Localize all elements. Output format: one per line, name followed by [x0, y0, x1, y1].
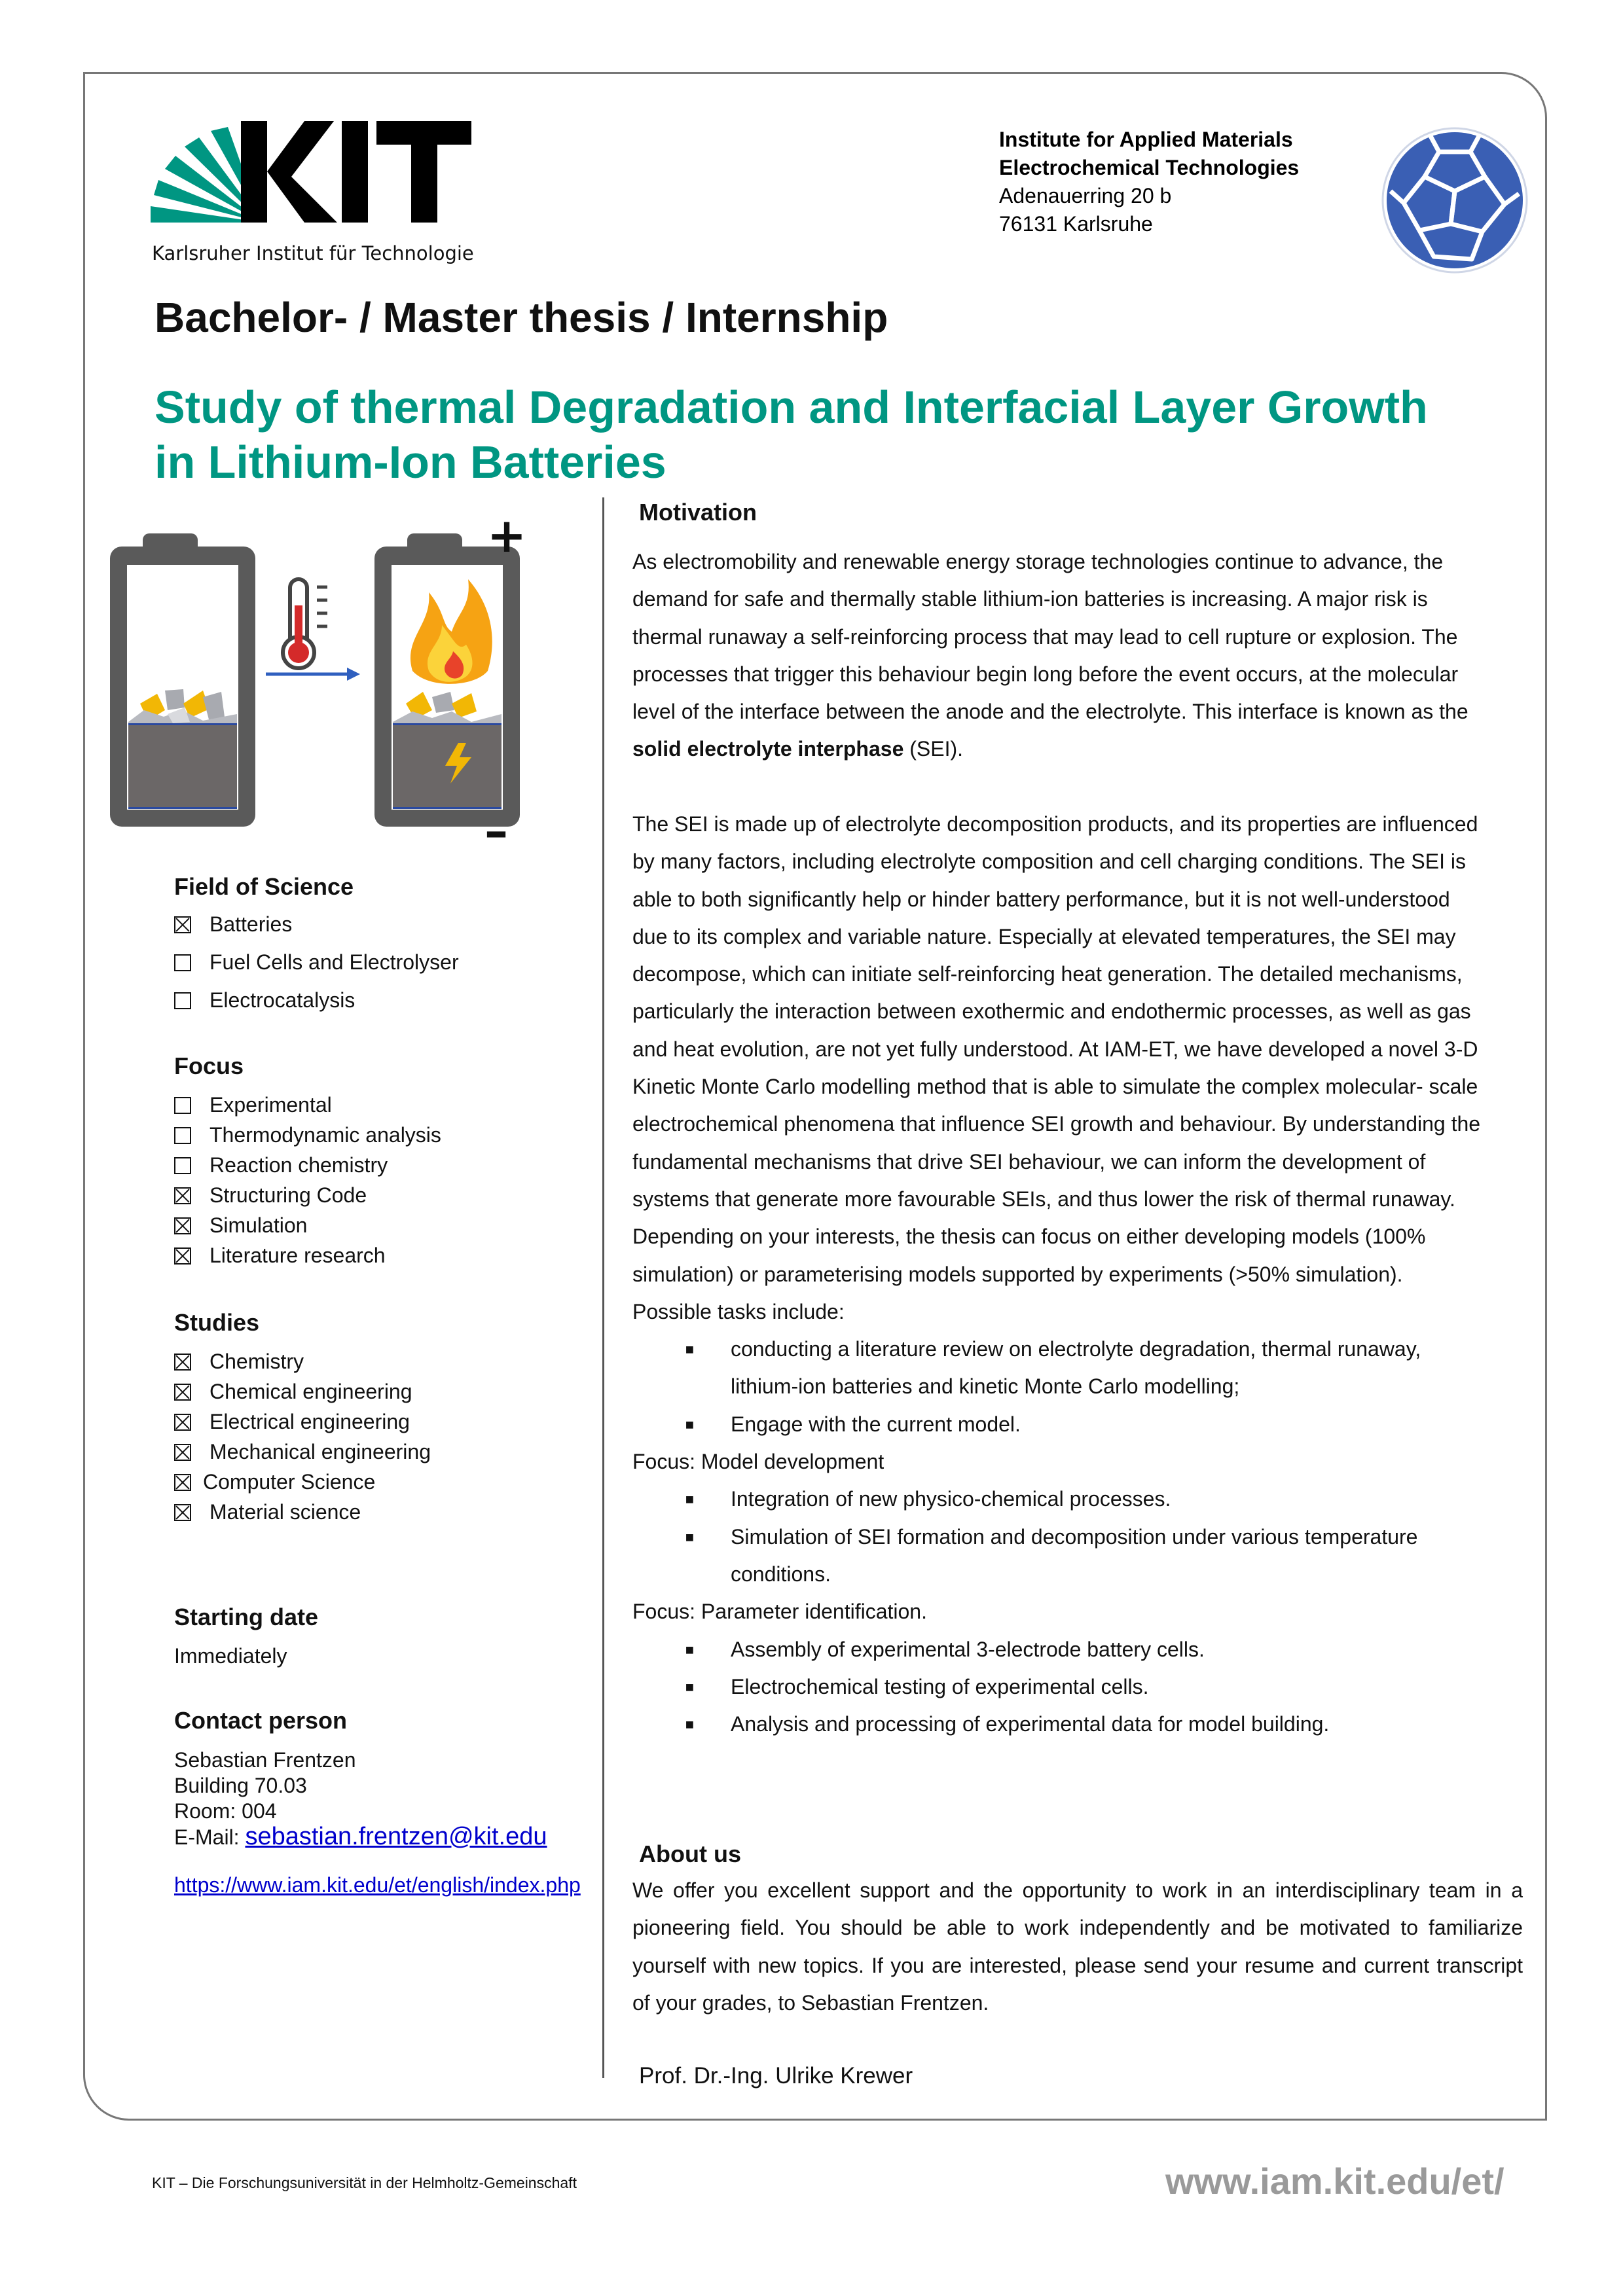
institute-address — [999, 126, 1299, 238]
checkbox-electrocatalysis[interactable]: Electrocatalysis — [174, 988, 355, 1013]
checkbox-electrical-engineering[interactable]: Electrical engineering — [174, 1410, 410, 1434]
contact-name: Sebastian Frentzen — [174, 1748, 356, 1772]
checkbox-structuring-code[interactable]: Structuring Code — [174, 1183, 367, 1208]
list-item: ■ Simulation of SEI formation and decomposition under various temperature — [632, 1518, 1523, 1556]
footer-url: www.iam.kit.edu/et/ — [1165, 2161, 1504, 2202]
list-item-continued: lithium-ion batteries and kinetic Monte Carlo modelling; — [731, 1374, 1240, 1399]
list-item-continued: conditions. — [731, 1562, 831, 1586]
motivation-heading: Motivation — [639, 499, 757, 526]
checkbox-checked-icon — [174, 1217, 191, 1234]
signature: Prof. Dr.-Ing. Ulrike Krewer — [639, 2063, 913, 2089]
about-text: We offer you excellent support and the opportunity to work in an interdisciplinary team in a pioneering field. You should be able to work independently and be motivated to familiarize yourself with new topics. If you are interested, please send your resume and current transcript of your grades, to Sebastian Frentzen. — [632, 1878, 1523, 2015]
contact-details — [174, 1748, 547, 1850]
institute-department: Electrochemical Technologies — [999, 156, 1300, 179]
institute-emblem-icon — [1380, 126, 1529, 275]
motivation-paragraph-1: As electromobility and renewable energy storage technologies continue to advance, the demand for safe and thermally stable lithium-ion batteries is increasing. A major risk is thermal runaway a self-reinforcing process that may lead to cell rupture or explosion. The processes that trigger this behaviour begin long before the event occurs, at the molecular level of the interface between the anode and the electrolyte. This interface is known as the solid electrolyte interphase (SEI). — [632, 550, 1468, 761]
checkbox-checked-icon — [174, 1504, 191, 1521]
battery-hot-icon — [374, 533, 520, 827]
checkbox-chemical-engineering[interactable]: Chemical engineering — [174, 1380, 412, 1404]
sei-term: solid electrolyte interphase — [632, 737, 904, 761]
checkbox-reaction-chemistry[interactable]: Reaction chemistry — [174, 1153, 388, 1177]
bullet-icon: ■ — [685, 1716, 694, 1733]
contact-building: Building 70.03 — [174, 1774, 307, 1797]
thermometer-icon — [283, 579, 327, 668]
checkbox-unchecked-icon — [174, 1127, 191, 1144]
website-link[interactable]: https://www.iam.kit.edu/et/english/index.php — [174, 1873, 581, 1897]
thesis-title — [155, 380, 1529, 490]
bullet-icon: ■ — [685, 1641, 694, 1658]
list-item: ■ Analysis and processing of experimental data for model building. — [632, 1706, 1523, 1743]
contact-heading: Contact person — [174, 1707, 348, 1734]
starting-date-value: Immediately — [174, 1644, 287, 1668]
address-city: 76131 Karlsruhe — [999, 212, 1153, 236]
plus-sign: + — [486, 514, 527, 563]
battery-illustration — [105, 514, 543, 854]
address-street: Adenauerring 20 b — [999, 184, 1172, 207]
institute-name: Institute for Applied Materials — [999, 128, 1293, 151]
list-item: ■ Assembly of experimental 3-electrode battery cells. — [632, 1631, 1523, 1668]
footer-tagline: KIT – Die Forschungsuniversität in der Helmholtz-Gemeinschaft — [152, 2174, 577, 2191]
checkbox-checked-icon — [174, 1474, 191, 1491]
checkbox-unchecked-icon — [174, 1157, 191, 1174]
checkbox-unchecked-icon — [174, 992, 191, 1009]
arrow-right-icon — [266, 668, 360, 681]
contact-email-row: E-Mail: sebastian.frentzen@kit.edu — [174, 1823, 547, 1850]
bullet-icon: ■ — [685, 1341, 694, 1358]
contact-room: Room: 004 — [174, 1799, 277, 1823]
checkbox-mechanical-engineering[interactable]: Mechanical engineering — [174, 1440, 431, 1464]
checkbox-fuel-cells[interactable]: Fuel Cells and Electrolyser — [174, 950, 459, 975]
kit-logo-subtitle: Karlsruher Institut für Technologie — [152, 242, 474, 264]
focus-model-development: Focus: Model development — [632, 1450, 884, 1474]
thesis-type: Bachelor- / Master thesis / Internship — [155, 294, 888, 341]
checkbox-simulation[interactable]: Simulation — [174, 1213, 307, 1238]
checkbox-checked-icon — [174, 1187, 191, 1204]
studies-heading: Studies — [174, 1309, 260, 1336]
checkbox-checked-icon — [174, 1354, 191, 1371]
about-heading: About us — [639, 1840, 741, 1867]
checkbox-material-science[interactable]: Material science — [174, 1500, 361, 1524]
checkbox-thermodynamic-analysis[interactable]: Thermodynamic analysis — [174, 1123, 441, 1147]
thesis-title-line1: Study of thermal Degradation and Interfacial Layer Growth — [155, 382, 1428, 433]
bullet-icon: ■ — [685, 1416, 694, 1433]
contact-email-link[interactable]: sebastian.frentzen@kit.edu — [245, 1823, 547, 1850]
checkbox-checked-icon — [174, 916, 191, 933]
focus-parameter-identification: Focus: Parameter identification. — [632, 1600, 927, 1624]
bullet-icon: ■ — [685, 1491, 694, 1508]
bullet-icon: ■ — [685, 1678, 694, 1695]
starting-date-heading: Starting date — [174, 1604, 319, 1630]
checkbox-experimental[interactable]: Experimental — [174, 1093, 332, 1117]
checkbox-checked-icon — [174, 1384, 191, 1401]
checkbox-computer-science[interactable]: Computer Science — [174, 1470, 375, 1494]
checkbox-literature-research[interactable]: Literature research — [174, 1244, 386, 1268]
checkbox-unchecked-icon — [174, 1097, 191, 1114]
checkbox-checked-icon — [174, 1444, 191, 1461]
checkbox-chemistry[interactable]: Chemistry — [174, 1350, 304, 1374]
field-of-science-heading: Field of Science — [174, 873, 354, 900]
minus-sign: – — [484, 804, 508, 854]
column-divider — [602, 497, 604, 2078]
thesis-title-line2: in Lithium-Ion Batteries — [155, 437, 666, 488]
website-row — [174, 1873, 581, 1897]
checkbox-unchecked-icon — [174, 954, 191, 971]
focus-heading: Focus — [174, 1052, 244, 1079]
list-item: ■ Engage with the current model. — [632, 1406, 1523, 1443]
motivation-paragraph-2: The SEI is made up of electrolyte decomposition products, and its properties are influenced by many factors, including electrolyte composition and cell charging conditions. The SEI is able to both significantly help or hinder battery performance, but it is not well-understood due to its complex and variable nature. Especially at elevated temperatures, the SEI may decompose, which can initiate self-reinforcing heat generation. The detailed mechanisms, particularly the interaction between exothermic and endothermic processes, as well as gas and heat evolution, are not yet fully understood. At IAM-ET, we have developed a novel 3-D Kinetic Monte Carlo modelling method that is able to simulate the complex molecular- scale electrochemical phenomena that influence SEI growth and behaviour. By understanding the fundamental mechanisms that drive SEI behaviour, we can inform the development of systems that generate more favourable SEIs, and thus lower the risk of thermal runaway. Depending on your interests, the thesis can focus on either developing models (100% simulation) or parameterising models supported by experiments (>50% simulation). Possible tasks include: ■ conducting a literature review on electrolyte degradation, thermal runaway, lithium-ion batteries and kinetic Monte Carlo modelling; ■ Engage with the current model. Focus: Model development ■ Integration of new physico-chemical processes. ■ Simulation of SEI formation and decomposition under various temperature conditions. Focus: Parameter identification. ■ Assembly of experimental 3-electrode battery cells. ■ Electrochemical testing of experimental cells. ■ Analysis and processing of experimental data for model building. — [632, 806, 1523, 1743]
list-item: ■ conducting a literature review on electrolyte degradation, thermal runaway, — [632, 1331, 1523, 1368]
battery-cold-icon — [110, 533, 255, 827]
list-item: ■ Integration of new physico-chemical processes. — [632, 1480, 1523, 1518]
list-item: ■ Electrochemical testing of experimental cells. — [632, 1668, 1523, 1706]
checkbox-batteries[interactable]: Batteries — [174, 912, 292, 937]
checkbox-checked-icon — [174, 1247, 191, 1265]
bullet-icon: ■ — [685, 1528, 694, 1545]
checkbox-checked-icon — [174, 1414, 191, 1431]
